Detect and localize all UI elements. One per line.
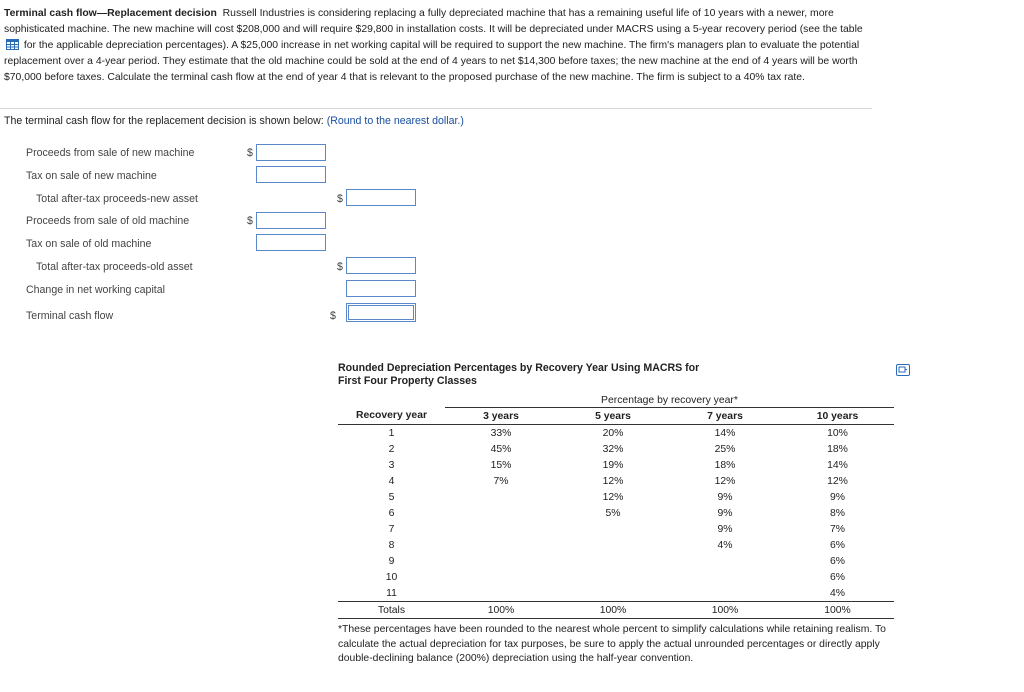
table-cell	[557, 521, 669, 537]
table-cell: Totals	[338, 602, 445, 619]
table-cell: 14%	[714, 427, 736, 439]
table-cell: 4	[388, 475, 395, 487]
table-cell: 25%	[714, 443, 736, 455]
table-cell	[445, 489, 557, 505]
table-cell	[669, 569, 781, 585]
table-cell: 2	[388, 443, 395, 455]
tax-old-machine-input[interactable]	[256, 234, 326, 251]
prompt-text: The terminal cash flow for the replacement decision is shown below:	[4, 115, 324, 127]
dollar-sign: $	[330, 310, 336, 322]
table-row	[338, 489, 894, 505]
label-proceeds-old: Proceeds from sale of old machine	[26, 215, 190, 227]
table-cell: 10%	[827, 427, 848, 439]
column-header: 5 years	[557, 408, 669, 425]
table-cell: 100%	[669, 602, 781, 619]
table-cell: 6%	[829, 539, 846, 551]
table-cell: 5	[388, 491, 395, 503]
table-cell: 4%	[717, 539, 733, 551]
table-cell	[445, 553, 557, 569]
table-cell: 5%	[605, 507, 621, 519]
table-row	[338, 569, 894, 585]
table-cell	[445, 505, 557, 521]
tax-new-machine-input[interactable]	[256, 166, 326, 183]
table-cell: 6%	[829, 555, 846, 567]
proceeds-old-machine-input[interactable]	[256, 212, 326, 229]
super-header: Percentage by recovery year*	[601, 394, 738, 406]
table-cell: 6	[388, 507, 395, 519]
table-row	[338, 457, 894, 473]
total-new-asset-input[interactable]	[346, 189, 416, 206]
table-cell: 3	[388, 459, 395, 471]
label-total-new: Total after-tax proceeds-new asset	[36, 193, 198, 205]
table-cell: 100%	[445, 602, 557, 619]
table-cell: 9%	[717, 507, 733, 519]
macrs-footnote: *These percentages have been rounded to the nearest whole percent to simplify calculations while retaining realism. To calculate the actual depreciation for tax purposes, be sure to apply the actual unrounded percentages or directly apply double-declining balance (200%) depreciation using the half-year convention.	[338, 624, 886, 664]
table-cell	[445, 585, 557, 602]
table-cell: 45%	[490, 443, 512, 455]
table-cell: 19%	[602, 459, 624, 471]
column-header: 7 years	[669, 408, 781, 425]
table-cell	[445, 537, 557, 553]
table-cell: 8	[388, 539, 395, 551]
problem-text-part1: Russell Industries is considering replacing a fully depreciated machine that has a remaining useful life of 10 years with a newer, more sophisticated machine. The new machine will cost $208,000 and will require $29,800 in installation costs. It will be depreciated under MACRS using a 5-year recovery period (see the table	[4, 8, 863, 35]
table-cell	[557, 537, 669, 553]
column-header: Recovery year	[338, 408, 445, 425]
label-terminal-cf: Terminal cash flow	[26, 310, 114, 322]
problem-title: Terminal cash flow—Replacement decision	[4, 8, 217, 19]
table-cell: 12%	[602, 475, 624, 487]
table-cell: 20%	[602, 427, 624, 439]
table-row	[338, 521, 894, 537]
table-cell	[557, 569, 669, 585]
table-cell	[445, 569, 557, 585]
table-cell: 11	[386, 587, 397, 599]
problem-text-part2: for the applicable depreciation percentages). A $25,000 increase in net working capital will be required to support the new machine. The firm's managers plan to evaluate the potential replacement over a 4-year period. They estimate that the old machine could be sold at the end of 4 years to net $14,300 before taxes; the new machine at the end of 4 years will be worth $70,000 before taxes. Calculate the terminal cash flow at the end of year 4 that is relevant to the proposed purchase of the new machine. The firm is subject to a 40% tax rate.	[4, 40, 860, 83]
macrs-table-title	[338, 362, 898, 388]
label-nwc-change: Change in net working capital	[26, 284, 165, 296]
answer-prompt	[4, 115, 464, 127]
table-cell: 32%	[602, 443, 624, 455]
macrs-depreciation-table	[338, 393, 894, 619]
table-row	[338, 553, 894, 569]
table-row	[338, 537, 894, 553]
proceeds-new-machine-input[interactable]	[256, 144, 326, 161]
table-cell: 10	[385, 571, 398, 583]
table-cell	[669, 553, 781, 569]
table-cell	[557, 553, 669, 569]
table-cell	[445, 521, 557, 537]
table-cell: 8%	[829, 507, 846, 519]
table-cell	[557, 585, 669, 602]
section-divider	[0, 108, 872, 109]
table-cell: 100%	[557, 602, 669, 619]
terminal-cash-flow-input[interactable]	[346, 303, 416, 322]
table-grid-icon[interactable]	[6, 39, 19, 50]
macrs-table-body	[338, 425, 894, 602]
table-cell: 9	[388, 555, 395, 567]
label-proceeds-new: Proceeds from sale of new machine	[26, 147, 195, 159]
dollar-sign: $	[337, 193, 343, 205]
table-cell: 7%	[493, 475, 509, 487]
table-cell: 1	[388, 427, 395, 439]
total-old-asset-input[interactable]	[346, 257, 416, 274]
macrs-title-line1: Rounded Depreciation Percentages by Recovery Year Using MACRS for	[338, 362, 700, 374]
table-cell: 18%	[827, 443, 848, 455]
table-row	[338, 505, 894, 521]
table-cell: 15%	[490, 459, 512, 471]
table-cell: 4%	[829, 587, 846, 599]
column-header: 3 years	[445, 408, 557, 425]
rounding-hint: (Round to the nearest dollar.)	[326, 115, 464, 127]
dollar-sign: $	[337, 261, 343, 273]
table-cell: 12%	[602, 491, 624, 503]
label-tax-old: Tax on sale of old machine	[26, 238, 152, 250]
label-total-old: Total after-tax proceeds-old asset	[36, 261, 193, 273]
table-cell: 12%	[714, 475, 736, 487]
table-cell	[669, 585, 781, 602]
table-cell: 9%	[717, 491, 733, 503]
table-cell: 7%	[829, 523, 846, 535]
dollar-sign: $	[247, 147, 253, 159]
nwc-change-input[interactable]	[346, 280, 416, 297]
table-row	[338, 473, 894, 489]
table-row	[338, 425, 894, 442]
table-cell: 9%	[829, 491, 846, 503]
label-tax-new: Tax on sale of new machine	[26, 170, 157, 182]
macrs-title-line2: First Four Property Classes	[338, 375, 477, 387]
table-cell: 6%	[829, 571, 846, 583]
table-row	[338, 585, 894, 602]
dollar-sign: $	[247, 215, 253, 227]
table-cell: 100%	[781, 602, 894, 619]
table-cell: 9%	[717, 523, 733, 535]
table-cell: 18%	[714, 459, 736, 471]
table-row	[338, 441, 894, 457]
totals-row	[338, 602, 894, 619]
table-cell: 14%	[827, 459, 848, 471]
column-header: 10 years	[781, 408, 894, 425]
table-cell: 33%	[490, 427, 512, 439]
expand-window-icon[interactable]	[896, 364, 910, 376]
table-cell: 7	[388, 523, 395, 535]
problem-statement	[4, 6, 866, 86]
table-cell: 12%	[827, 475, 848, 487]
